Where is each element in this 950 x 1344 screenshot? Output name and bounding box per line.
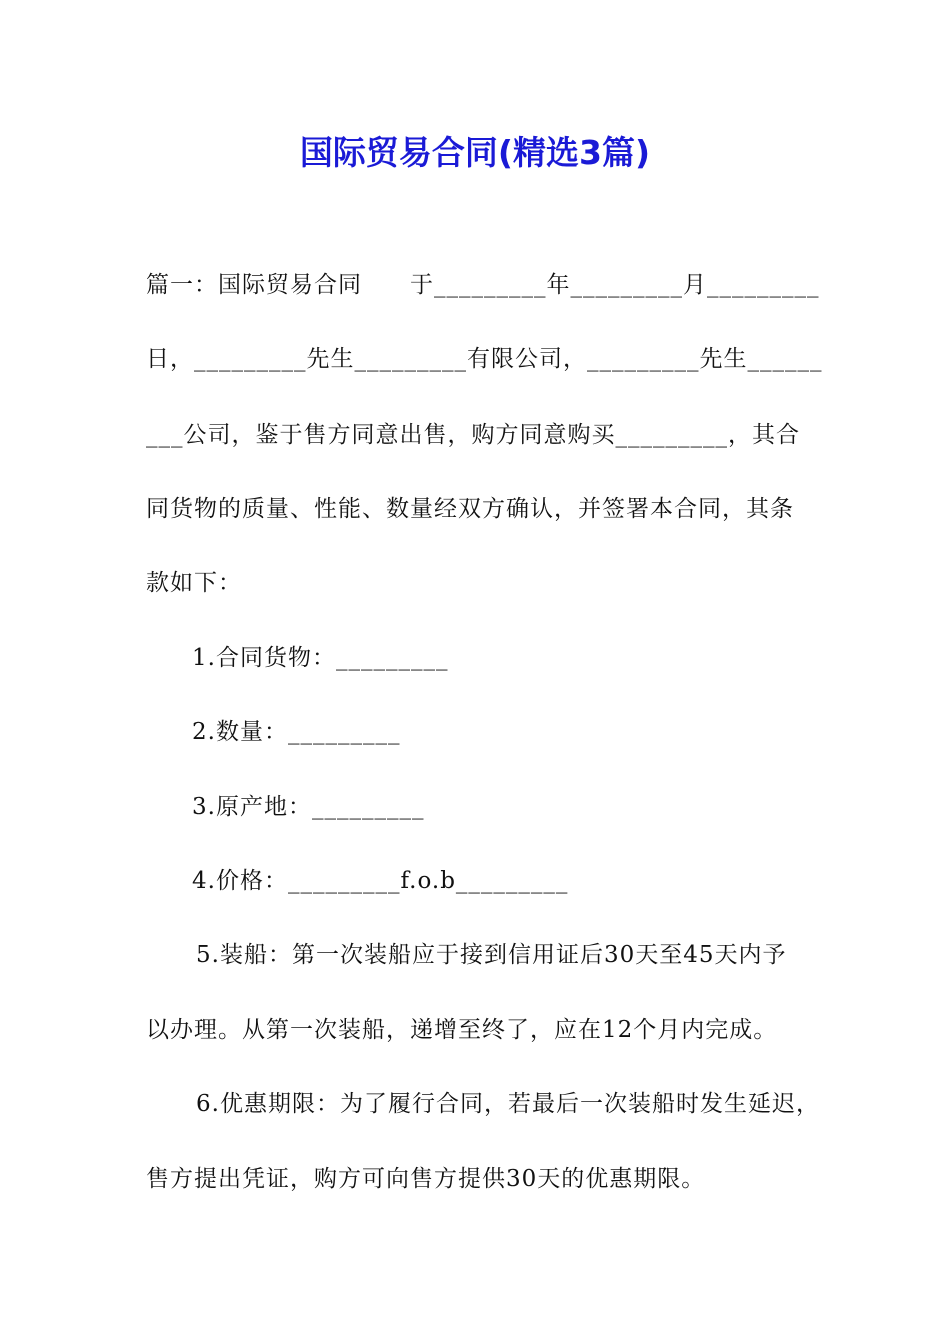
- clause-6-grace-period: 6.优惠期限：为了履行合同，若最后一次装船时发生延迟，: [196, 1091, 820, 1117]
- paragraph-line-1: 篇一：国际贸易合同 于_________年_________月_________: [146, 272, 820, 298]
- clause-4-price: 4.价格：_________f.o.b_________: [192, 868, 569, 894]
- paragraph-line-3: ___公司，鉴于售方同意出售，购方同意购买_________，其合: [146, 422, 800, 448]
- clause-1-goods: 1.合同货物：_________: [192, 645, 449, 671]
- clause-2-quantity: 2.数量：_________: [192, 719, 401, 745]
- clause-6-grace-period-cont: 售方提出凭证，购方可向售方提供30天的优惠期限。: [146, 1166, 706, 1192]
- clause-3-origin: 3.原产地：_________: [192, 794, 425, 820]
- paragraph-line-4: 同货物的质量、性能、数量经双方确认，并签署本合同，其条: [146, 496, 794, 522]
- paragraph-line-5: 款如下：: [146, 570, 242, 596]
- document-title: 国际贸易合同(精选3篇): [299, 133, 651, 172]
- paragraph-line-2: 日，_________先生_________有限公司，_________先生______: [146, 346, 823, 372]
- clause-5-shipment: 5.装船：第一次装船应于接到信用证后30天至45天内予: [196, 942, 787, 968]
- clause-5-shipment-cont: 以办理。从第一次装船，递增至终了，应在12个月内完成。: [146, 1017, 778, 1043]
